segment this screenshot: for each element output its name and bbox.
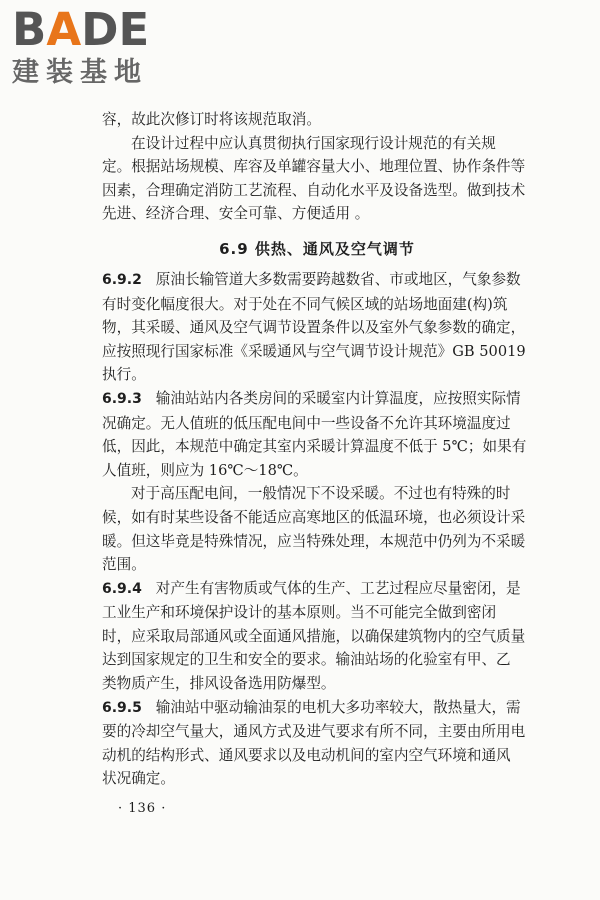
text-line: 先进、经济合理、安全可靠、方便适用 。: [102, 205, 370, 223]
text-line: 候，如有时某些设备不能适应高寒地区的低温环境，也必须设计采: [102, 508, 526, 526]
text-line: 定。根据站场规模、库容及单罐容量大小、地理位置、协作条件等: [102, 158, 526, 176]
text-line: 工业生产和环境保护设计的基本原则。当不可能完全做到密闭: [102, 604, 497, 622]
text-line: 时，应采取局部通风或全面通风措施，以确保建筑物内的空气质量: [102, 627, 526, 645]
text-line: 况确定。无人值班的低压配电间中一些设备不允许其环境温度过: [102, 414, 511, 432]
logo-subtitle: 建装基地: [12, 57, 148, 88]
clause-number: 6.9.4: [102, 580, 142, 597]
text-line: 在设计过程中应认真贯彻执行国家现行设计规范的有关规: [131, 134, 496, 152]
text-line: 要的冷却空气量大，通风方式及进气要求有所不同，主要由所用电: [102, 723, 526, 741]
text-line: 状况确定。: [102, 770, 175, 788]
text-line: 类物质产生，排风设备选用防爆型。: [102, 675, 336, 693]
page-number: · 136 ·: [118, 801, 167, 817]
text-line: 对于高压配电间，一般情况下不设采暖。不过也有特殊的时: [131, 485, 511, 503]
text-line: 原油长输管道大多数需要跨越数省、市或地区，气象参数: [155, 270, 521, 288]
clause-6-9-3: [102, 387, 532, 577]
text-line: 范围。: [102, 556, 146, 574]
text-line: 输油站站内各类房间的采暖室内计算温度，应按照实际情: [155, 389, 521, 407]
clause-6-9-2: [102, 268, 532, 387]
text-line: 应按照现行国家标准《采暖通风与空气调节设计规范》GB 50019: [102, 342, 526, 360]
text-line: 有时变化幅度很大。对于处在不同气候区域的站场地面建(构)筑: [102, 295, 508, 313]
text-line: 暖。但这毕竟是特殊情况，应当特殊处理，本规范中仍列为不采暖: [102, 532, 526, 550]
text-line: 因素，合理确定消防工艺流程、自动化水平及设备选型。做到技术: [102, 181, 526, 199]
text-line: 动机的结构形式、通风要求以及电动机间的室内空气环境和通风: [102, 746, 511, 764]
logo-wordmark: BADE: [12, 3, 150, 56]
brand-logo: [12, 3, 182, 98]
clause-6-9-5: [102, 696, 532, 791]
intro-paragraph: [102, 108, 532, 226]
text-line: 执行。: [102, 366, 146, 384]
text-line: 物，其采暖、通风及空气调节设置条件以及室外气象参数的确定，: [102, 319, 526, 337]
clause-number: 6.9.5: [102, 699, 142, 716]
text-line: 容，故此次修订时将该规范取消。: [102, 111, 321, 128]
text-line: 对产生有害物质或气体的生产、工艺过程应尽量密闭，是: [155, 579, 521, 597]
clause-6-9-4: [102, 577, 532, 696]
text-line: 人值班，则应为 16℃～18℃。: [102, 461, 308, 479]
page-body: [102, 108, 532, 816]
section-title: 6.9 供热、通风及空气调节: [219, 239, 415, 258]
text-line: 低，因此，本规范中确定其室内采暖计算温度不低于 5℃；如果有: [102, 438, 527, 456]
clause-number: 6.9.2: [102, 271, 142, 288]
text-line: 达到国家规定的卫生和安全的要求。输油站场的化验室有甲、乙: [102, 651, 511, 669]
clause-number: 6.9.3: [102, 390, 142, 407]
text-line: 输油站中驱动输油泵的电机大多功率较大，散热量大，需: [155, 698, 521, 716]
